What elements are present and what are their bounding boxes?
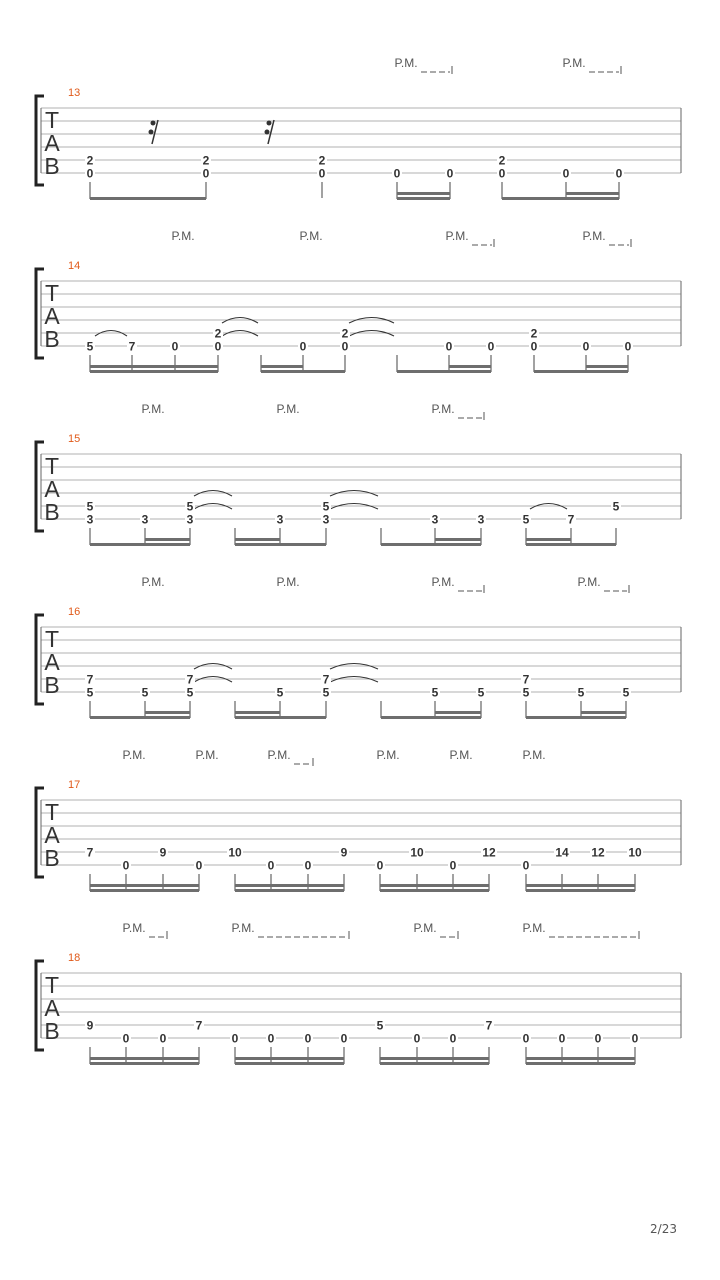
beam-group [90,528,190,546]
palm-mute-label: P.M. [449,748,473,762]
beam-secondary [526,884,635,887]
fret-number: 7 [195,1018,203,1033]
fret-number: 5 [86,499,94,514]
fret-number: 2 [530,326,538,341]
beam-group [397,355,491,373]
fret-number: 0 [562,166,570,181]
fret-number: 0 [214,339,222,354]
beam-primary [90,716,190,719]
rest-flag-dot [267,121,272,126]
palm-mute-label: P.M. [276,575,300,589]
fret-number: 0 [498,166,506,181]
fret-number: 5 [322,499,330,514]
fret-number: 0 [159,1031,167,1046]
beam-primary [90,543,190,546]
fret-number: 7 [186,672,194,687]
tab-system [36,56,681,200]
sixteenth-rest [149,120,159,144]
fret-number: 0 [341,339,349,354]
fret-number: 7 [128,339,136,354]
fret-number: 5 [477,685,485,700]
beam-secondary [449,365,491,368]
system-bracket [36,442,44,531]
beam-primary [502,197,619,200]
tab-clef-letter: A [44,649,60,675]
fret-number: 0 [122,1031,130,1046]
beam-group [261,355,345,373]
fret-number: 5 [577,685,585,700]
fret-number: 5 [141,685,149,700]
fret-number: 0 [299,339,307,354]
beam-group [235,528,326,546]
fret-number: 5 [186,499,194,514]
fret-number: 0 [122,858,130,873]
sixteenth-rest [265,120,275,144]
beam-secondary [380,884,489,887]
beam-primary [380,1062,489,1065]
beam-secondary [435,711,481,714]
fret-number: 5 [86,685,94,700]
beam-group [526,528,616,546]
measure-number: 13 [68,87,81,99]
beam-group [397,182,450,200]
tab-clef-letter: A [44,303,60,329]
palm-mute-label: P.M. [195,748,219,762]
tab-clef-letter: A [44,476,60,502]
fret-number: 0 [449,1031,457,1046]
fret-number: 10 [410,845,424,860]
beam-primary [235,889,344,892]
beam-primary [381,716,481,719]
beam-secondary [566,192,619,195]
beam-primary [235,716,326,719]
beam-group [381,701,481,719]
fret-number: 5 [376,1018,384,1033]
beam-primary [90,889,199,892]
rest-flag-dot [265,130,270,135]
tab-clef-letter: T [44,280,60,306]
fret-number: 0 [376,858,384,873]
palm-mute-label: P.M. [431,575,455,589]
fret-number: 9 [340,845,348,860]
fret-number: 0 [449,858,457,873]
fret-number: 3 [322,512,330,527]
beam-primary [235,1062,344,1065]
fret-number: 12 [482,845,496,860]
palm-mute-label: P.M. [299,229,323,243]
rest-flag-dot [151,121,156,126]
palm-mute-label: P.M. [267,748,291,762]
tab-clef-letter: A [44,995,60,1021]
fret-number: 5 [322,685,330,700]
palm-mute-label: P.M. [276,402,300,416]
beam-group [380,874,489,892]
beam-secondary [586,365,628,368]
tab-system [36,748,681,892]
fret-number: 0 [318,166,326,181]
palm-mute-label: P.M. [376,748,400,762]
fret-number: 10 [228,845,242,860]
tab-clef-letter: B [44,845,60,871]
fret-number: 14 [555,845,569,860]
beam-secondary [435,538,481,541]
beam-secondary [397,192,450,195]
fret-number: 7 [485,1018,493,1033]
beam-secondary [90,884,199,887]
beam-group [380,1047,489,1065]
palm-mute-label: P.M. [431,402,455,416]
palm-mute-label: P.M. [522,921,546,935]
beam-group [90,182,206,200]
fret-number: 12 [591,845,605,860]
tab-clef-letter: B [44,153,60,179]
system-bracket [36,788,44,877]
fret-number: 0 [624,339,632,354]
beam-group [502,182,619,200]
fret-number: 0 [413,1031,421,1046]
fret-number: 0 [582,339,590,354]
beam-primary [526,889,635,892]
palm-mute-label: P.M. [141,575,165,589]
tab-system [36,575,681,719]
beam-primary [90,1062,199,1065]
palm-mute-label: P.M. [413,921,437,935]
fret-number: 0 [304,1031,312,1046]
fret-number: 5 [612,499,620,514]
fret-number: 2 [498,153,506,168]
fret-number: 0 [558,1031,566,1046]
fret-number: 0 [86,166,94,181]
system-bracket [36,96,44,185]
beam-secondary [145,711,190,714]
beam-group [90,701,190,719]
palm-mute-label: P.M. [122,748,146,762]
tab-clef-letter: B [44,326,60,352]
fret-number: 10 [628,845,642,860]
fret-number: 0 [267,858,275,873]
beam-primary [381,543,481,546]
beam-primary [526,543,616,546]
fret-number: 0 [615,166,623,181]
tab-clef-letter: T [44,972,60,998]
beam-secondary [145,538,190,541]
fret-number: 7 [567,512,575,527]
palm-mute-label: P.M. [231,921,255,935]
tab-system [36,402,681,546]
palm-mute-label: P.M. [577,575,601,589]
beam-secondary [90,365,218,368]
fret-number: 7 [86,672,94,687]
beam-primary [380,889,489,892]
measure-number: 18 [68,952,81,964]
beam-primary [261,370,345,373]
beam-primary [397,197,450,200]
beam-group [235,701,326,719]
fret-number: 7 [322,672,330,687]
beam-primary [235,543,326,546]
tab-clef-letter: B [44,1018,60,1044]
beam-secondary [90,1057,199,1060]
fret-number: 7 [522,672,530,687]
fret-number: 0 [446,166,454,181]
tab-clef-letter: T [44,626,60,652]
fret-number: 2 [341,326,349,341]
palm-mute-label: P.M. [562,56,586,70]
fret-number: 2 [318,153,326,168]
palm-mute-label: P.M. [141,402,165,416]
tab-clef-letter: A [44,822,60,848]
fret-number: 7 [86,845,94,860]
rest-flag-dot [149,130,154,135]
page-number: 2/23 [650,1222,677,1236]
fret-number: 2 [86,153,94,168]
system-bracket [36,615,44,704]
beam-secondary [235,711,280,714]
beam-primary [534,370,628,373]
beam-group [526,1047,635,1065]
fret-number: 0 [631,1031,639,1046]
fret-number: 9 [159,845,167,860]
palm-mute-label: P.M. [522,748,546,762]
fret-number: 0 [171,339,179,354]
fret-number: 0 [594,1031,602,1046]
fret-number: 5 [522,685,530,700]
fret-number: 3 [141,512,149,527]
fret-number: 2 [214,326,222,341]
measure-number: 17 [68,779,81,791]
beam-group [381,528,481,546]
fret-number: 0 [202,166,210,181]
tab-clef-letter: B [44,672,60,698]
fret-number: 0 [267,1031,275,1046]
beam-secondary [235,884,344,887]
fret-number: 5 [186,685,194,700]
palm-mute-label: P.M. [122,921,146,935]
system-bracket [36,269,44,358]
fret-number: 0 [393,166,401,181]
palm-mute-label: P.M. [582,229,606,243]
fret-number: 3 [86,512,94,527]
fret-number: 5 [86,339,94,354]
beam-primary [90,370,218,373]
palm-mute-label: P.M. [171,229,195,243]
beam-secondary [235,538,280,541]
measure-number: 14 [68,260,81,272]
beam-secondary [526,538,571,541]
fret-number: 0 [522,858,530,873]
fret-number: 0 [445,339,453,354]
palm-mute-label: P.M. [445,229,469,243]
system-bracket [36,961,44,1050]
beam-group [526,701,626,719]
beam-secondary [526,1057,635,1060]
fret-number: 9 [86,1018,94,1033]
tab-clef-letter: A [44,130,60,156]
beam-primary [397,370,491,373]
fret-number: 0 [231,1031,239,1046]
tab-clef-letter: T [44,107,60,133]
fret-number: 0 [304,858,312,873]
fret-number: 3 [431,512,439,527]
fret-number: 3 [186,512,194,527]
beam-secondary [380,1057,489,1060]
fret-number: 5 [431,685,439,700]
beam-group [90,874,199,892]
fret-number: 3 [276,512,284,527]
beam-group [90,1047,199,1065]
fret-number: 0 [195,858,203,873]
beam-group [90,355,218,373]
tab-clef-letter: T [44,453,60,479]
beam-primary [526,716,626,719]
tab-system [36,921,681,1065]
fret-number: 5 [522,512,530,527]
fret-number: 2 [202,153,210,168]
fret-number: 5 [622,685,630,700]
beam-group [526,874,635,892]
beam-group [534,355,628,373]
beam-secondary [581,711,626,714]
tab-clef-letter: T [44,799,60,825]
beam-secondary [235,1057,344,1060]
tab-clef-letter: B [44,499,60,525]
fret-number: 0 [487,339,495,354]
fret-number: 5 [276,685,284,700]
fret-number: 0 [522,1031,530,1046]
measure-number: 15 [68,433,81,445]
beam-group [235,1047,344,1065]
beam-secondary [261,365,303,368]
fret-number: 0 [530,339,538,354]
measure-number: 16 [68,606,81,618]
fret-number: 0 [340,1031,348,1046]
tab-system [36,229,681,373]
fret-number: 3 [477,512,485,527]
palm-mute-label: P.M. [394,56,418,70]
beam-primary [90,197,206,200]
beam-primary [526,1062,635,1065]
beam-group [235,874,344,892]
